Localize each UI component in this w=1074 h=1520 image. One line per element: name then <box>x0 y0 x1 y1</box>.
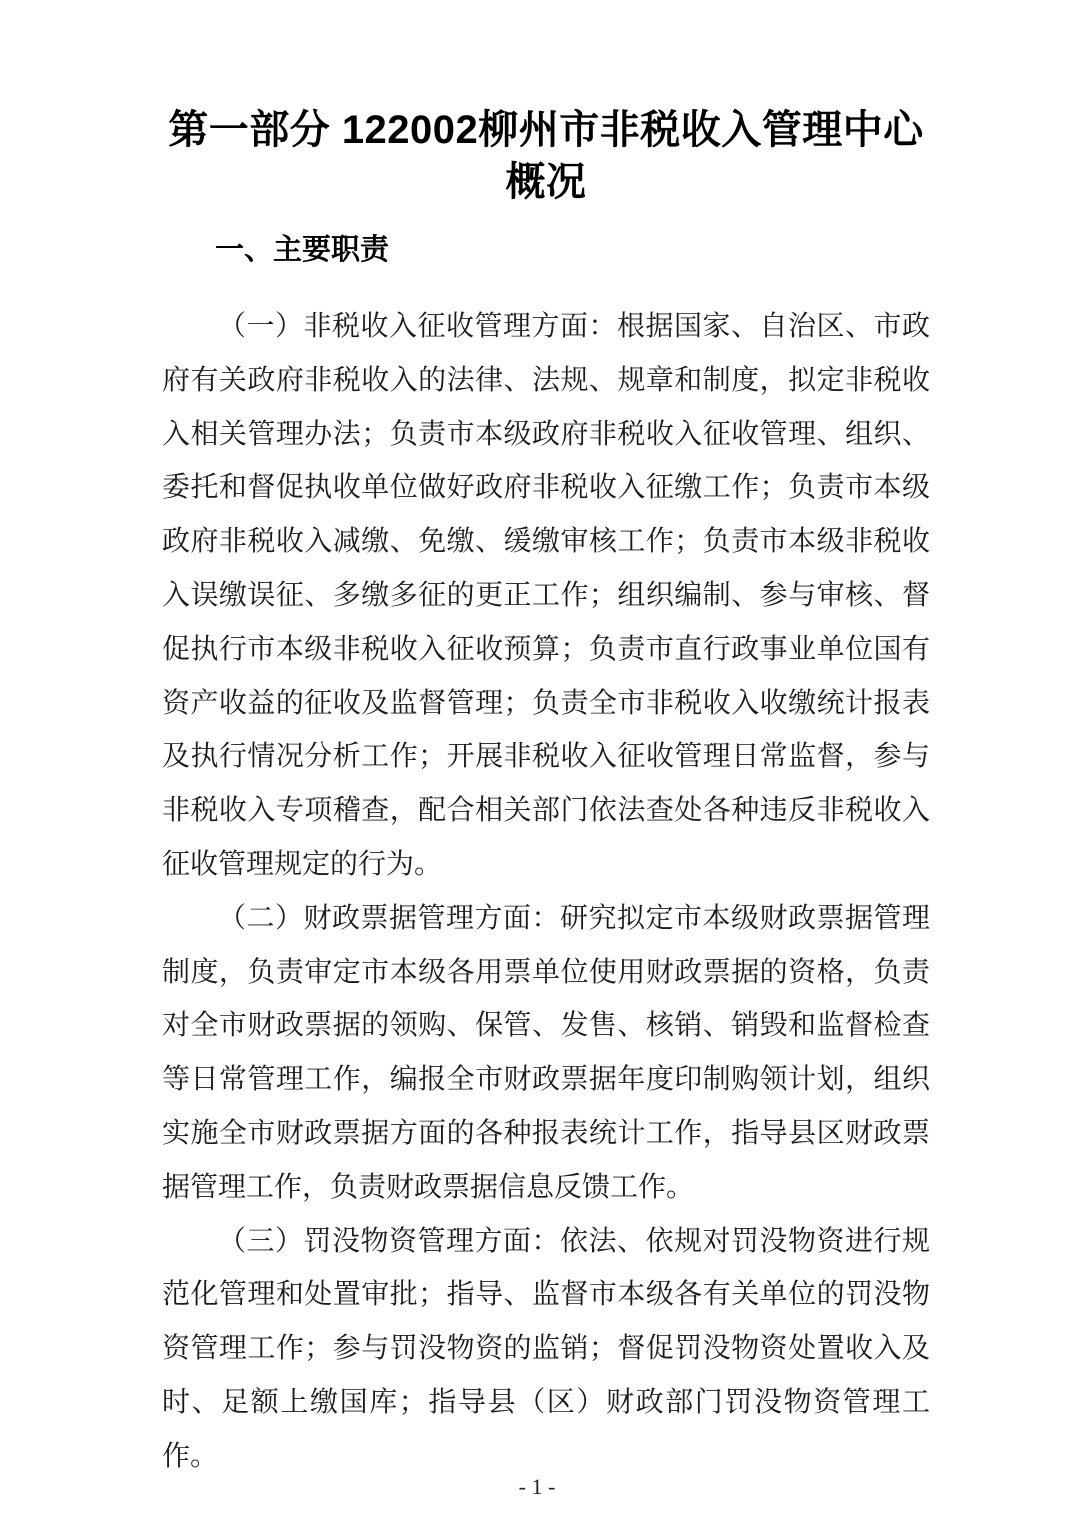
page-number: - 1 - <box>518 1474 556 1499</box>
document-title-line-2: 概况 <box>505 160 587 204</box>
paragraph-duty-3: （三）罚没物资管理方面：依法、依规对罚没物资进行规范化管理和处置审批；指导、监督市本级各有关单位的罚没物资管理工作；参与罚没物资的监销；督促罚没物资处置收入及时、足额上缴国库；指导县（区）财政部门罚没物资管理工作。 <box>162 1225 930 1472</box>
document-title <box>162 104 930 208</box>
paragraph-duty-2: （二）财政票据管理方面：研究拟定市本级财政票据管理制度，负责审定市本级各用票单位使用财政票据的资格，负责对全市财政票据的领购、保管、发售、核销、销毁和监督检查等日常管理工作，编报全市财政票据年度印制购领计划，组织实施全市财政票据方面的各种报表统计工作，指导县区财政票据管理工作，负责财政票据信息反馈工作。 <box>162 902 930 1203</box>
document-title-line-1: 第一部分 122002柳州市非税收入管理中心 <box>168 108 924 152</box>
paragraph-duty-1: （一）非税收入征收管理方面：根据国家、自治区、市政府有关政府非税收入的法律、法规、规章和制度，拟定非税收入相关管理办法；负责市本级政府非税收入征收管理、组织、委托和督促执收单位做好政府非税收入征缴工作；负责市本级政府非税收入减缴、免缴、缓缴审核工作；负责市本级非税收入误缴误征、多缴多征的更正工作；组织编制、参与审核、督促执行市本级非税收入征收预算；负责市直行政事业单位国有资产收益的征收及监督管理；负责全市非税收入收缴统计报表及执行情况分析工作；开展非税收入征收管理日常监督，参与非税收入专项稽查，配合相关部门依法查处各种违反非税收入征收管理规定的行为。 <box>162 311 930 880</box>
section-heading-main-duties: 一、主要职责 <box>215 234 390 266</box>
body-text <box>162 300 930 1484</box>
